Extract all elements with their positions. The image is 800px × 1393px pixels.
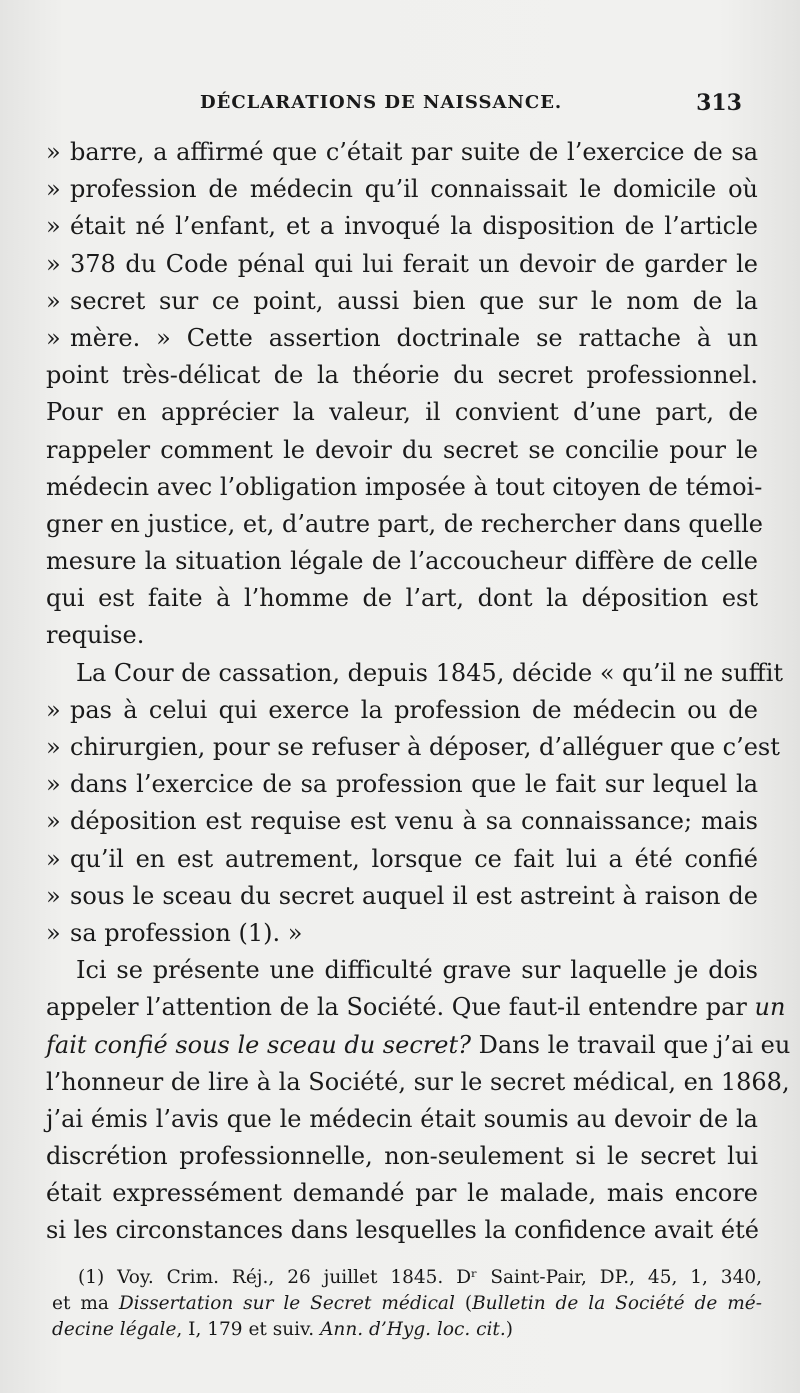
text-line: discrétion professionnelle, non-seulement si le secret lui — [46, 1142, 758, 1171]
text-line: » déposition est requise est venu à sa connaissance; mais — [46, 807, 758, 836]
text-line: Ici se présente une difficulté grave sur laquelle je dois — [76, 956, 758, 985]
running-title: DÉCLARATIONS DE NAISSANCE. — [200, 92, 563, 113]
text-line: » barre, a affirmé que c’était par suite de l’exercice de sa — [46, 138, 758, 166]
text-line: » était né l’enfant, et a invoqué la disposition de l’article — [46, 212, 758, 241]
text-line: qui est faite à l’homme de l’art, dont la déposition est — [46, 584, 758, 613]
text-line: j’ai émis l’avis que le médecin était soumis au devoir de la — [46, 1104, 758, 1133]
text-line: gner en justice, et, d’autre part, de rechercher dans quelle — [46, 509, 764, 538]
footnote — [52, 1265, 762, 1343]
footnote-line: (1) Voy. Crim. Réj., 26 juillet 1845. Dʳ Saint-Pair, DP., 45, 1, 340, — [78, 1267, 762, 1288]
page-header — [200, 92, 742, 122]
text-line: » secret sur ce point, aussi bien que sur le nom de la — [46, 286, 758, 315]
text-line: Pour en apprécier la valeur, il convient d’une part, de — [46, 398, 758, 427]
text-line: fait confié sous le sceau du secret? Dans le travail que j’ai eu — [46, 1030, 791, 1059]
text-line: si les circonstances dans lesquelles la confidence avait été — [46, 1216, 759, 1245]
text-line: requise. — [46, 621, 145, 650]
text-line: mesure la situation légale de l’accoucheur diffère de celle — [46, 547, 758, 576]
text-line: » sa profession (1). » — [46, 918, 303, 947]
text-line: » mère. » Cette assertion doctrinale se rattache à un — [46, 323, 758, 352]
body-text — [46, 134, 791, 1250]
footnote-line: et ma Dissertation sur le Secret médical (Bulletin de la Société de mé- — [52, 1293, 763, 1314]
text-line: point très-délicat de la théorie du secret professionnel. — [46, 361, 758, 390]
page-number: 313 — [696, 90, 742, 116]
text-line: » dans l’exercice de sa profession que le fait sur lequel la — [46, 770, 758, 799]
text-line: La Cour de cassation, depuis 1845, décide « qu’il ne suffit — [76, 658, 784, 687]
text-line: » 378 du Code pénal qui lui ferait un devoir de garder le — [46, 249, 758, 278]
text-line: » pas à celui qui exerce la profession de médecin ou de — [46, 695, 758, 724]
text-line: » sous le sceau du secret auquel il est astreint à raison de — [46, 881, 758, 910]
text-line: était expressément demandé par le malade, mais encore — [46, 1179, 758, 1208]
text-line: » qu’il en est autrement, lorsque ce fait lui a été confié — [46, 844, 758, 873]
text-line: » profession de médecin qu’il connaissait le domicile où — [46, 175, 758, 204]
text-line: médecin avec l’obligation imposée à tout citoyen de témoi- — [46, 472, 763, 501]
text-line: appeler l’attention de la Société. Que faut-il entendre par un — [46, 993, 786, 1022]
footnote-line: decine légale, I, 179 et suiv. Ann. d’Hyg. loc. cit.) — [52, 1319, 513, 1340]
text-line: l’honneur de lire à la Société, sur le secret médical, en 1868, — [46, 1067, 790, 1096]
text-line: » chirurgien, pour se refuser à déposer, d’alléguer que c’est — [46, 733, 780, 761]
text-line: rappeler comment le devoir du secret se concilie pour le — [46, 435, 758, 464]
